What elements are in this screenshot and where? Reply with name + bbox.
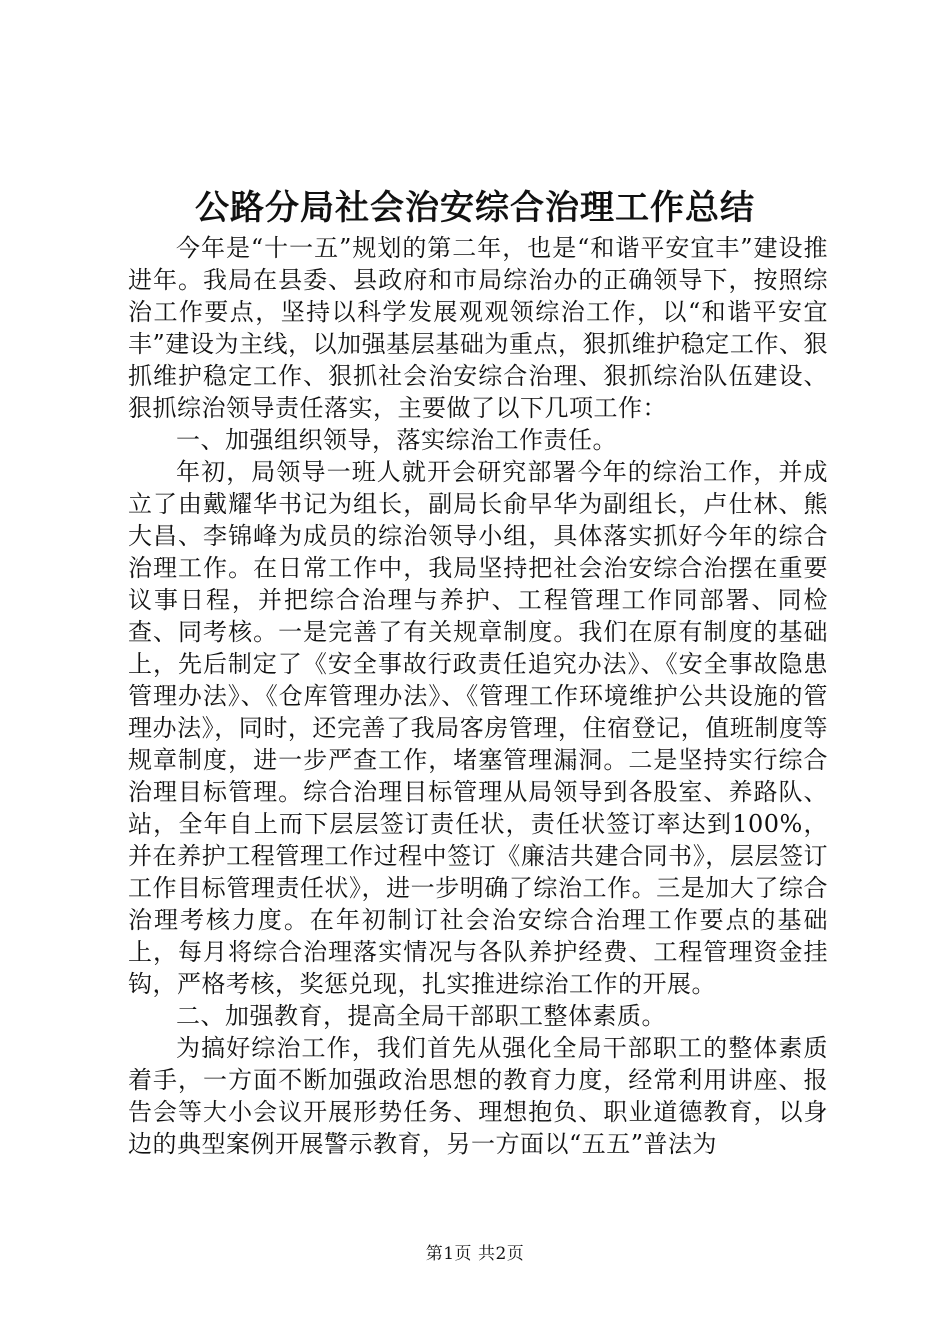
paragraph-section-1: 年初，局领导一班人就开会研究部署今年的综治工作，并成立了由戴耀华书记为组长，副局长俞早华为副组长，卢仕林、熊大昌、李锦峰为成员的综治领导小组，具体落实抓好今年的综合治理工作。在日常工作中，我局坚持把社会治安综合治摆在重要议事日程，并把综合治理与养护、工程管理工作同部署、同检查、同考核。一是完善了有关规章制度。我们在原有制度的基础上，先后制定了《安全事故行政责任追究办法》、《安全事故隐患管理办法》、《仓库管理办法》、《管理工作环境维护公共设施的管理办法》，同时，还完善了我局客房管理，住宿登记，值班制度等规章制度，进一步严查工作，堵塞管理漏洞。二是坚持实行综合治理目标管理。综合治理目标管理从局领导到各股室、养路队、站，全年自上而下层层签订责任状，责任状签订率达到100%，并在养护工程管理工作过程中签订《廉洁共建合同书》，层层签订工作目标管理责任状》，进一步明确了综治工作。三是加大了综合治理考核力度。在年初制订社会治安综合治理工作要点的基础上，每月将综合治理落实情况与各队养护经费、工程管理资金挂钩，严格考核，奖惩兑现，扎实推进综治工作的开展。	[128, 458, 828, 998]
page-footer: 第1页 共2页	[425, 1244, 525, 1264]
document-body	[128, 232, 828, 1160]
section-heading-1: 一、加强组织领导，落实综治工作责任。	[176, 426, 617, 454]
paragraph-intro: 今年是“十一五”规划的第二年，也是“和谐平安宜丰”建设推进年。我局在县委、县政府和市局综治办的正确领导下，按照综治工作要点，坚持以科学发展观观领综治工作，以“和谐平安宜丰”建设为主线，以加强基层基础为重点，狠抓维护稳定工作、狠抓维护稳定工作、狠抓社会治安综合治理、狠抓综治队伍建设、狠抓综治领导责任落实，主要做了以下几项工作：	[128, 234, 828, 422]
section-heading-2: 二、加强教育，提高全局干部职工整体素质。	[176, 1002, 666, 1030]
paragraph-section-2: 为搞好综治工作，我们首先从强化全局干部职工的整体素质着手，一方面不断加强政治思想的教育力度，经常利用讲座、报告会等大小会议开展形势任务、理想抱负、职业道德教育，以身边的典型案例开展警示教育，另一方面以“五五”普法为	[128, 1034, 828, 1158]
document-title: 公路分局社会治安综合治理工作总结	[195, 188, 755, 228]
